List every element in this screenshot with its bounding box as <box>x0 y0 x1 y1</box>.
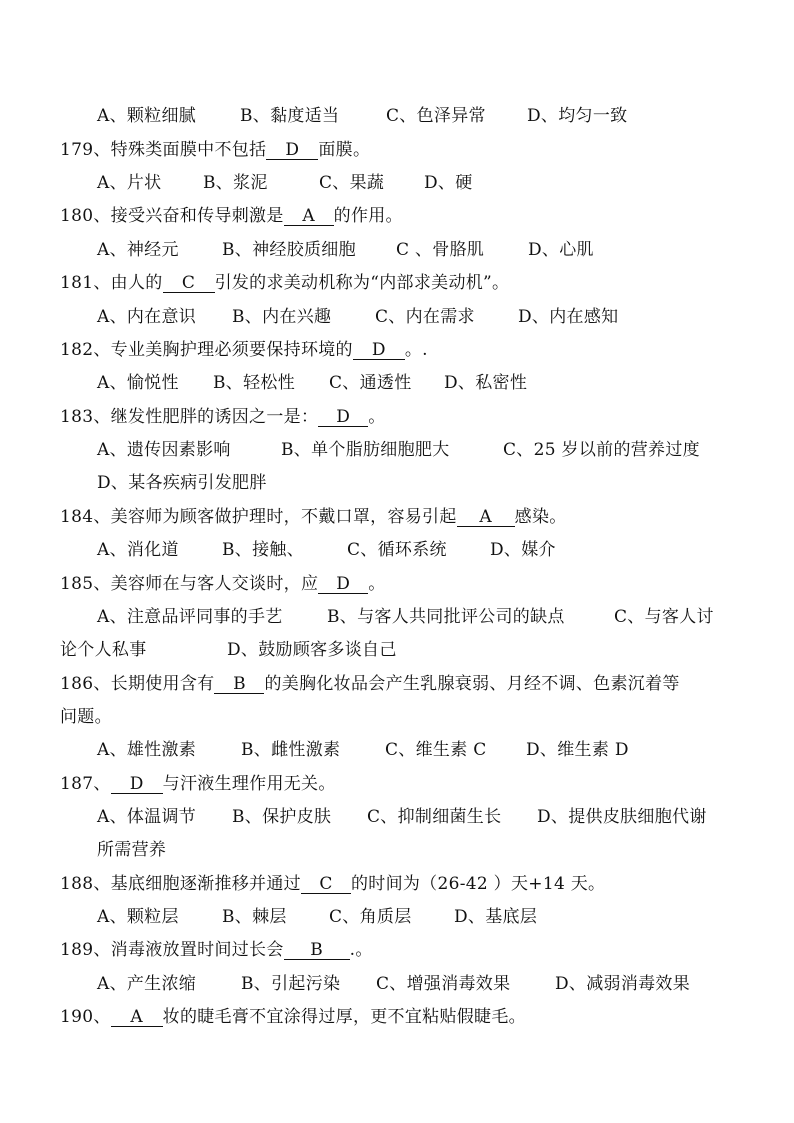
question-number: 187、 <box>60 774 111 794</box>
option-a: A、神经元 <box>97 240 179 260</box>
question-text-end: 的作用。 <box>333 206 403 226</box>
option-line <box>97 907 537 927</box>
answer-blank: A <box>111 1008 163 1027</box>
question-189 <box>60 940 373 960</box>
option-c: C、维生素 C <box>385 740 487 760</box>
question-190 <box>60 1007 526 1027</box>
question-182 <box>60 340 428 360</box>
option-line <box>97 106 627 126</box>
option-line <box>97 807 707 827</box>
option-b: B、单个脂肪细胞肥大 <box>281 440 450 460</box>
question-text-end: 面膜。 <box>318 140 371 160</box>
option-b: B、接触、 <box>222 540 304 560</box>
option-a: A、雄性激素 <box>97 740 197 760</box>
question-text: 基底细胞逐渐推移并通过 <box>110 874 301 894</box>
option-a: A、愉悦性 <box>97 373 179 393</box>
option-b: B、引起污染 <box>241 974 341 994</box>
option-line <box>97 373 527 393</box>
option-d: D、某各疾病引发肥胖 <box>97 473 267 493</box>
option-line <box>97 240 594 260</box>
option-b: B、轻松性 <box>213 373 295 393</box>
option-line <box>97 974 690 994</box>
option-b: B、内在兴趣 <box>232 307 332 327</box>
option-c: C、25 岁以前的营养过度 <box>503 440 700 460</box>
question-text: 接受兴奋和传导刺激是 <box>110 206 284 226</box>
answer-blank: B <box>214 675 264 694</box>
option-a: A、消化道 <box>97 540 179 560</box>
question-text-end: 与汗液生理作用无关。 <box>162 774 336 794</box>
option-a: A、颗粒层 <box>97 907 179 927</box>
option-c: C、内在需求 <box>375 307 475 327</box>
option-c: C、色泽异常 <box>386 106 486 126</box>
question-text: 美容师为顾客做护理时，不戴口罩，容易引起 <box>110 507 457 527</box>
option-d: D、内在感知 <box>518 307 619 327</box>
option-d-continued: 所需营养 <box>97 840 167 860</box>
question-183 <box>60 407 386 427</box>
question-text-end: 的美胸化妆品会产生乳腺衰弱、月经不调、色素沉着等 <box>264 674 680 694</box>
question-text-end: 。 <box>368 574 386 594</box>
answer-blank: D <box>318 575 368 594</box>
answer-blank: A <box>457 508 515 527</box>
option-a: A、颗粒细腻 <box>97 106 197 126</box>
option-a: A、体温调节 <box>97 807 197 827</box>
option-d: D、减弱消毒效果 <box>555 974 691 994</box>
question-180 <box>60 206 403 226</box>
question-186 <box>60 674 680 694</box>
question-text-end: 的时间为（26-42 ）天+14 天。 <box>350 874 606 894</box>
option-b: B、雌性激素 <box>241 740 341 760</box>
question-text-continued: 问题。 <box>60 707 112 727</box>
option-d: D、心肌 <box>528 240 594 260</box>
option-d: D、鼓励顾客多谈自己 <box>227 640 397 660</box>
option-b: B、浆泥 <box>203 173 268 193</box>
option-c: C、与客人讨 <box>614 607 714 627</box>
question-181 <box>60 273 509 293</box>
option-b: B、黏度适当 <box>240 106 340 126</box>
question-number: 180、 <box>60 206 111 226</box>
option-d: D、媒介 <box>490 540 556 560</box>
answer-blank: B <box>284 941 350 960</box>
question-number: 190、 <box>60 1007 111 1027</box>
option-d: D、私密性 <box>444 373 528 393</box>
answer-blank: D <box>266 141 318 160</box>
question-text: 由人的 <box>110 273 163 293</box>
question-number: 183、 <box>60 407 111 427</box>
option-c: C、抑制细菌生长 <box>367 807 502 827</box>
option-d: D、硬 <box>424 173 473 193</box>
question-text-end: 。. <box>404 340 428 360</box>
option-line <box>97 307 618 327</box>
question-number: 186、 <box>60 674 111 694</box>
question-text-end: 引发的求美动机称为“内部求美动机”。 <box>214 273 510 293</box>
question-text: 特殊类面膜中不包括 <box>110 140 267 160</box>
option-line <box>97 607 714 627</box>
option-b: B、神经胶质细胞 <box>222 240 356 260</box>
option-c: C 、骨胳肌 <box>396 240 485 260</box>
question-188 <box>60 874 605 894</box>
option-a: A、注意品评同事的手艺 <box>97 607 283 627</box>
answer-blank: D <box>353 341 405 360</box>
question-text: 继发性肥胖的诱因之一是： <box>110 407 319 427</box>
option-c: C、增强消毒效果 <box>376 974 511 994</box>
option-c: C、循环系统 <box>347 540 447 560</box>
question-text: 消毒液放置时间过长会 <box>110 940 284 960</box>
answer-blank: D <box>111 775 163 794</box>
option-line <box>97 540 556 560</box>
continuation-line <box>60 707 112 727</box>
question-text: 专业美胸护理必须要保持环境的 <box>110 340 353 360</box>
answer-blank: D <box>318 408 368 427</box>
question-number: 182、 <box>60 340 111 360</box>
option-b: B、棘层 <box>222 907 287 927</box>
option-line <box>97 173 473 193</box>
option-d: D、基底层 <box>454 907 538 927</box>
question-number: 184、 <box>60 507 111 527</box>
question-number: 185、 <box>60 574 111 594</box>
option-line <box>97 740 629 760</box>
question-text-end: .。 <box>349 940 373 960</box>
question-text-end: 感染。 <box>514 507 567 527</box>
option-a: A、内在意识 <box>97 307 197 327</box>
question-text-end: 。 <box>368 407 386 427</box>
question-179 <box>60 140 370 160</box>
question-number: 188、 <box>60 874 111 894</box>
option-b: B、保护皮肤 <box>232 807 332 827</box>
question-number: 179、 <box>60 140 111 160</box>
answer-blank: A <box>284 207 334 226</box>
answer-blank: C <box>301 875 351 894</box>
answer-blank: C <box>163 274 215 293</box>
option-c: C、角质层 <box>329 907 412 927</box>
question-187 <box>60 774 336 794</box>
option-line <box>97 840 166 860</box>
option-a: A、产生浓缩 <box>97 974 197 994</box>
question-number: 181、 <box>60 273 111 293</box>
question-185 <box>60 574 386 594</box>
continuation-line <box>60 640 397 660</box>
option-d: D、维生素 D <box>526 740 629 760</box>
option-c: C、果蔬 <box>319 173 385 193</box>
question-184 <box>60 507 567 527</box>
question-text-end: 妆的睫毛膏不宜涂得过厚，更不宜粘贴假睫毛。 <box>162 1007 526 1027</box>
option-c: C、通透性 <box>329 373 412 393</box>
option-a: A、片状 <box>97 173 162 193</box>
option-d: D、提供皮肤细胞代谢 <box>537 807 707 827</box>
option-d: D、均匀一致 <box>527 106 628 126</box>
option-b: B、与客人共同批评公司的缺点 <box>327 607 565 627</box>
question-text: 美容师在与客人交谈时，应 <box>110 574 319 594</box>
option-a: A、遗传因素影响 <box>97 440 231 460</box>
question-text: 长期使用含有 <box>110 674 215 694</box>
question-number: 189、 <box>60 940 111 960</box>
option-c-continued: 论个人私事 <box>60 640 147 660</box>
option-line <box>97 473 267 493</box>
option-line <box>97 440 700 460</box>
